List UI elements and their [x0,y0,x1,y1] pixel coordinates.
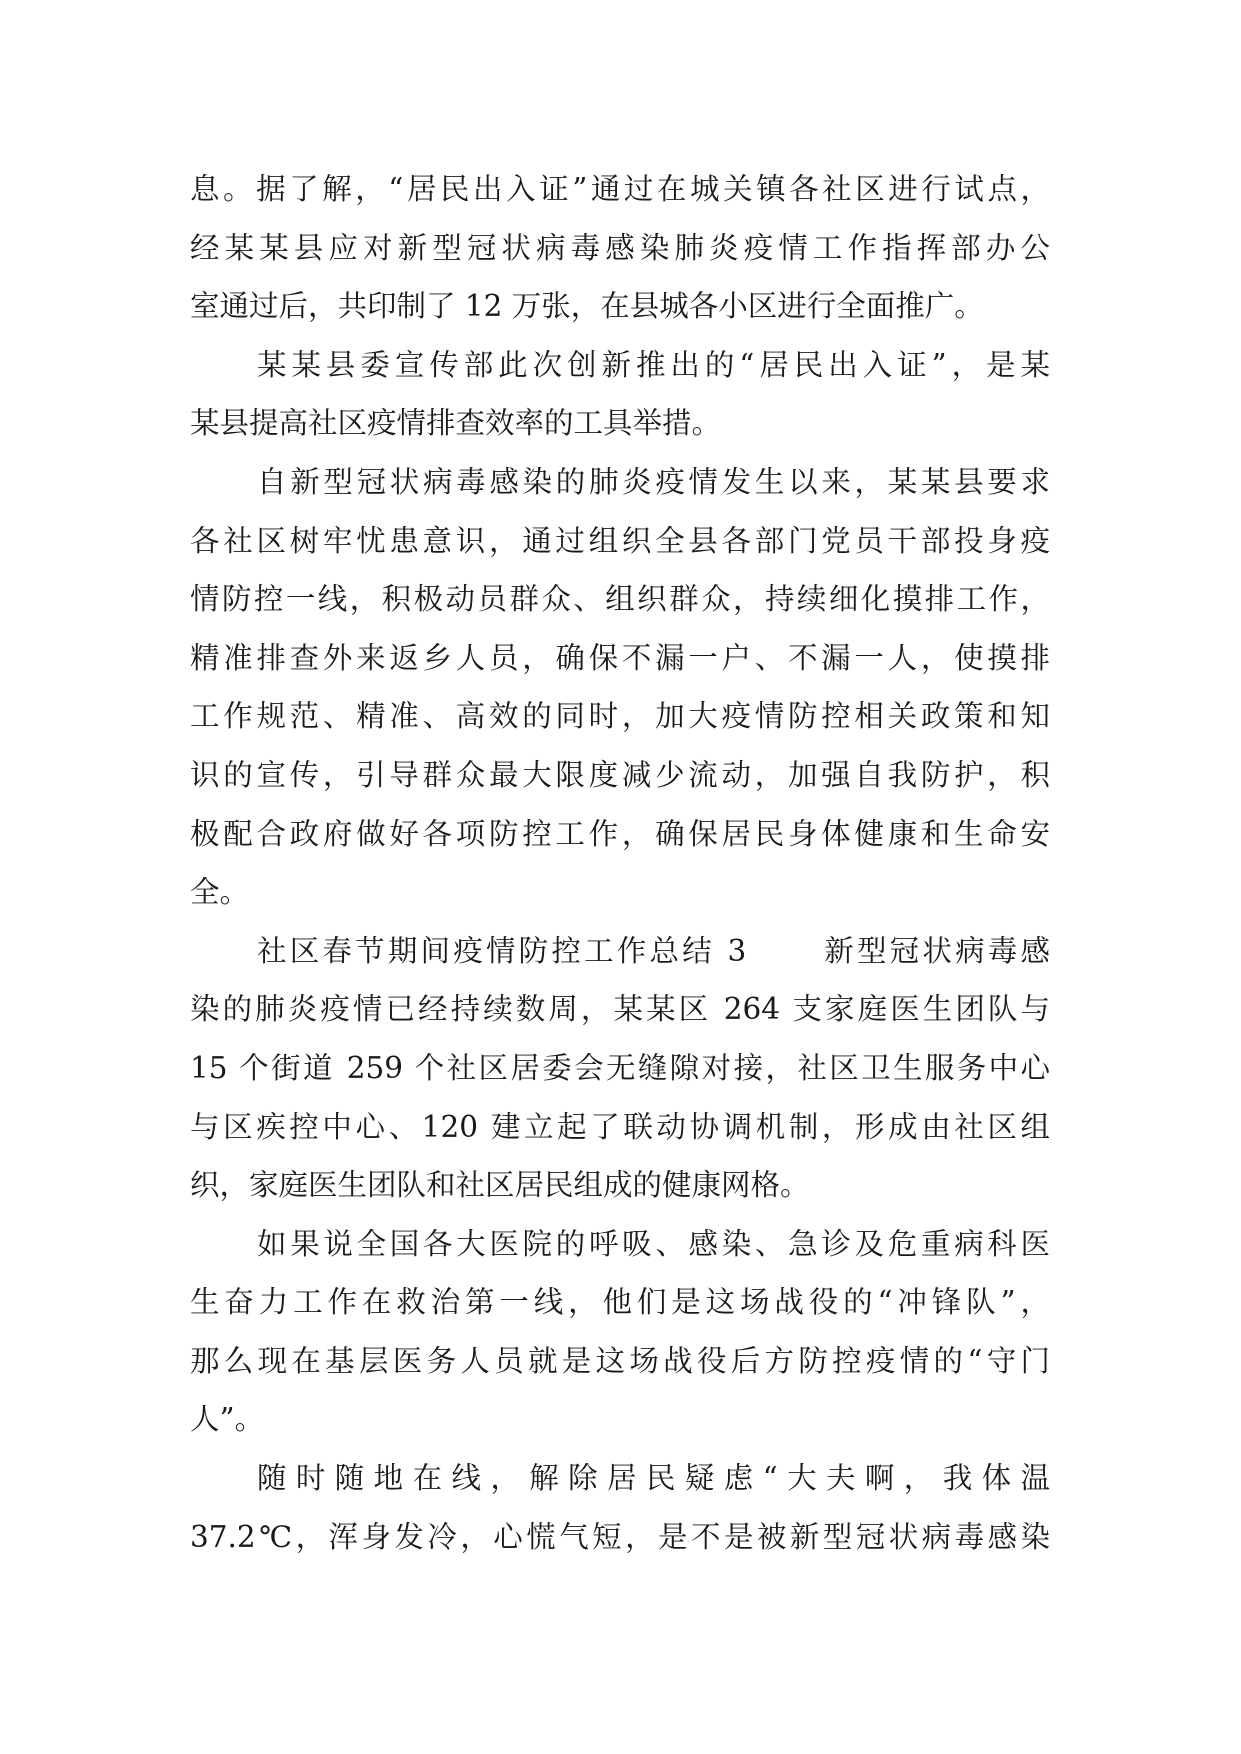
text-line: 与区疾控中心、120 建立起了联动协调机制，形成由社区组 [190,1109,1050,1144]
text-line: 织，家庭医生团队和社区居民组成的健康网格。 [190,1168,810,1203]
text-line: 精准排查外来返乡人员，确保不漏一户、不漏一人，使摸排 [190,640,1050,675]
text-line: 室通过后，共印制了 12 万张，在县城各小区进行全面推广。 [190,289,984,324]
text-line: 15 个街道 259 个社区居委会无缝隙对接，社区卫生服务中心 [190,1050,1050,1085]
text-line: 全。 [190,875,250,910]
text-line: 人”。 [190,1402,265,1437]
text-line: 自新型冠状病毒感染的肺炎疫情发生以来，某某县要求 [257,464,1050,499]
text-line: 社区春节期间疫情防控工作总结 3 新型冠状病毒感 [257,933,1050,968]
text-line: 37.2℃，浑身发冷，心慌气短，是不是被新型冠状病毒感染 [190,1519,1050,1554]
text-line: 情防控一线，积极动员群众、组织群众，持续细化摸排工作， [190,582,1050,617]
document-body [190,160,1050,1566]
text-line: 极配合政府做好各项防控工作，确保居民身体健康和生命安 [190,816,1050,851]
text-line: 生奋力工作在救治第一线，他们是这场战役的“冲锋队”， [190,1285,1050,1320]
text-line: 识的宣传，引导群众最大限度减少流动，加强自我防护，积 [190,757,1050,792]
text-line: 如果说全国各大医院的呼吸、感染、急诊及危重病科医 [257,1226,1050,1261]
text-line: 息。据了解，“居民出入证”通过在城关镇各社区进行试点， [190,172,1050,206]
text-line: 某某县委宣传部此次创新推出的“居民出入证”，是某 [257,347,1050,382]
text-line: 染的肺炎疫情已经持续数周，某某区 264 支家庭医生团队与 [190,992,1050,1027]
text-line: 某县提高社区疫情排查效率的工具举措。 [190,406,722,441]
text-line: 那么现在基层医务人员就是这场战役后方防控疫情的“守门 [190,1343,1050,1378]
text-line: 工作规范、精准、高效的同时，加大疫情防控相关政策和知 [190,699,1050,734]
text-line: 经某某县应对新型冠状病毒感染肺炎疫情工作指挥部办公 [190,230,1050,265]
text-line: 各社区树牢忧患意识，通过组织全县各部门党员干部投身疫 [190,523,1050,558]
text-line: 随时随地在线，解除居民疑虑“大夫啊，我体温 [257,1461,1050,1496]
